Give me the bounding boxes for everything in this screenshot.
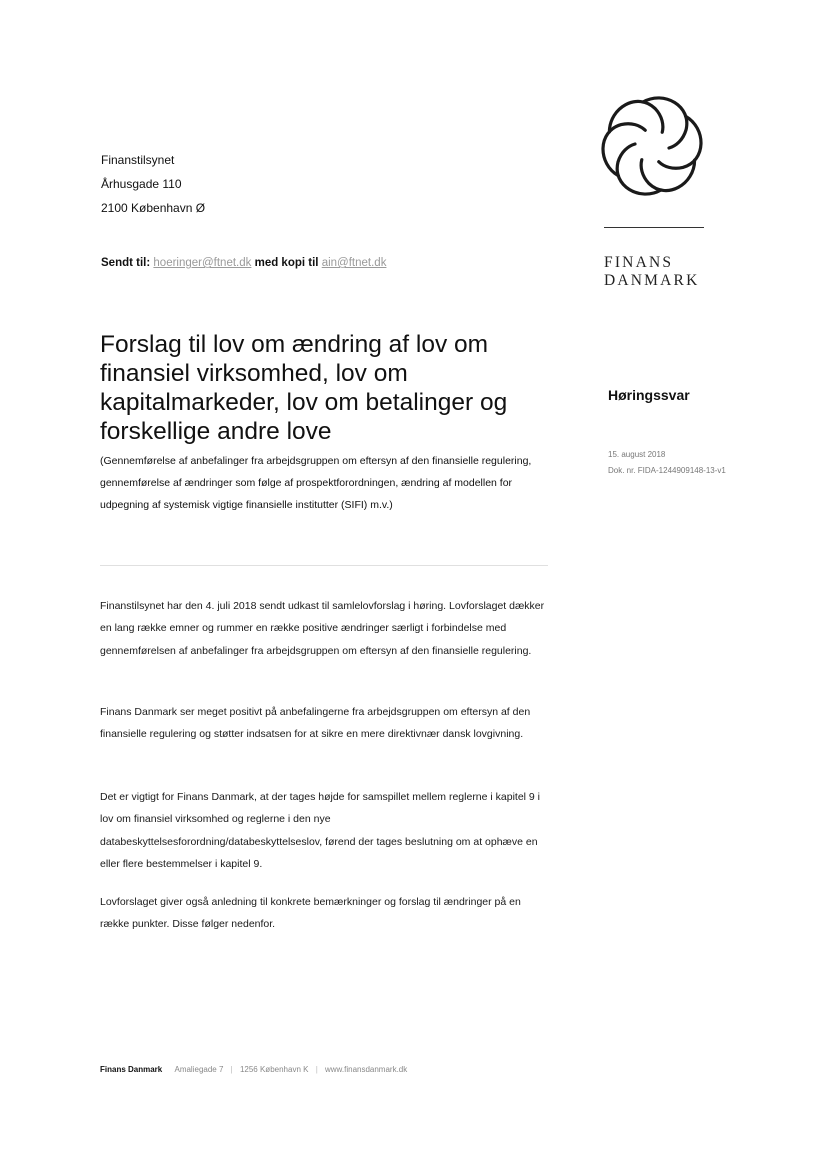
brand-wordmark — [604, 254, 700, 290]
body-paragraph-1: Finanstilsynet har den 4. juli 2018 sendt udkast til samlelovforslag i høring. Lovforslaget dækker en lang række emner og rummer en række positive ændringer særligt i forbindelse med gennemførelsen af anbefalinger fra arbejdsgruppen om eftersyn af den finansielle regulering. — [100, 600, 545, 657]
document-title: Forslag til lov om ændring af lov om finansiel virksomhed, lov om kapitalmarkeder, lov om betalinger og forskellige andre love — [100, 331, 508, 445]
logo-divider — [604, 227, 704, 228]
sent-line — [101, 257, 386, 269]
interlaced-star-knot-logo-icon — [596, 90, 708, 202]
to-email-link[interactable]: hoeringer@ftnet.dk — [153, 257, 252, 269]
copy-label: med kopi til — [254, 257, 319, 269]
body-paragraph-3: Det er vigtigt for Finans Danmark, at der tages højde for samspillet mellem reglerne i kapitel 9 i lov om finansiel virksomhed og reglerne i den nye databeskyttelsesforordning/databeskyttelseslov, førend der tages beslutning om at ophæve en eller flere bestemmelser i kapitel 9. — [100, 791, 541, 871]
sent-prefix: Sendt til: — [101, 257, 151, 269]
footer-address: Amaliegade 7 — [174, 1065, 224, 1074]
footer-web-link[interactable]: www.finansdanmark.dk — [325, 1065, 408, 1074]
document-subtitle: (Gennemførelse af anbefalinger fra arbejdsgruppen om eftersyn af den finansielle regulering, gennemførelse af ændringer som følge af prospektforordningen, ændring af modellen for udpegning af systemisk vigtige finansielle institutter (SIFI) m.v.) — [100, 455, 532, 511]
body-paragraph-4: Lovforslaget giver også anledning til konkrete bemærkninger og forslag til ændringer på en række punkter. Disse følger nedenfor. — [100, 896, 521, 931]
page-footer — [100, 1065, 407, 1074]
brand-line-2: DANMARK — [604, 272, 700, 289]
footer-separator-1: | — [230, 1065, 233, 1074]
recipient-name: Finanstilsynet — [101, 153, 175, 167]
recipient-city: 2100 København Ø — [101, 201, 206, 215]
body-paragraph-2: Finans Danmark ser meget positivt på anbefalingerne fra arbejdsgruppen om eftersyn af den finansielle regulering og støtter indsatsen for at sikre en mere direktivnær dansk lovgivning. — [100, 706, 531, 741]
document-meta — [608, 447, 726, 479]
recipient-address — [101, 148, 205, 220]
document-date: 15. august 2018 — [608, 450, 666, 459]
logo-loop-segment — [606, 92, 671, 155]
footer-org: Finans Danmark — [100, 1065, 163, 1074]
brand-line-1: FINANS — [604, 254, 674, 271]
document-number: Dok. nr. FIDA-1244909148-13-v1 — [608, 466, 726, 475]
section-divider — [100, 565, 548, 566]
document-type: Høringssvar — [608, 387, 690, 403]
logo-loop-segment — [633, 137, 698, 200]
footer-separator-2: | — [315, 1065, 318, 1074]
footer-city: 1256 København K — [239, 1065, 309, 1074]
recipient-street: Århusgade 110 — [101, 177, 182, 191]
copy-email-link[interactable]: ain@ftnet.dk — [321, 257, 387, 269]
